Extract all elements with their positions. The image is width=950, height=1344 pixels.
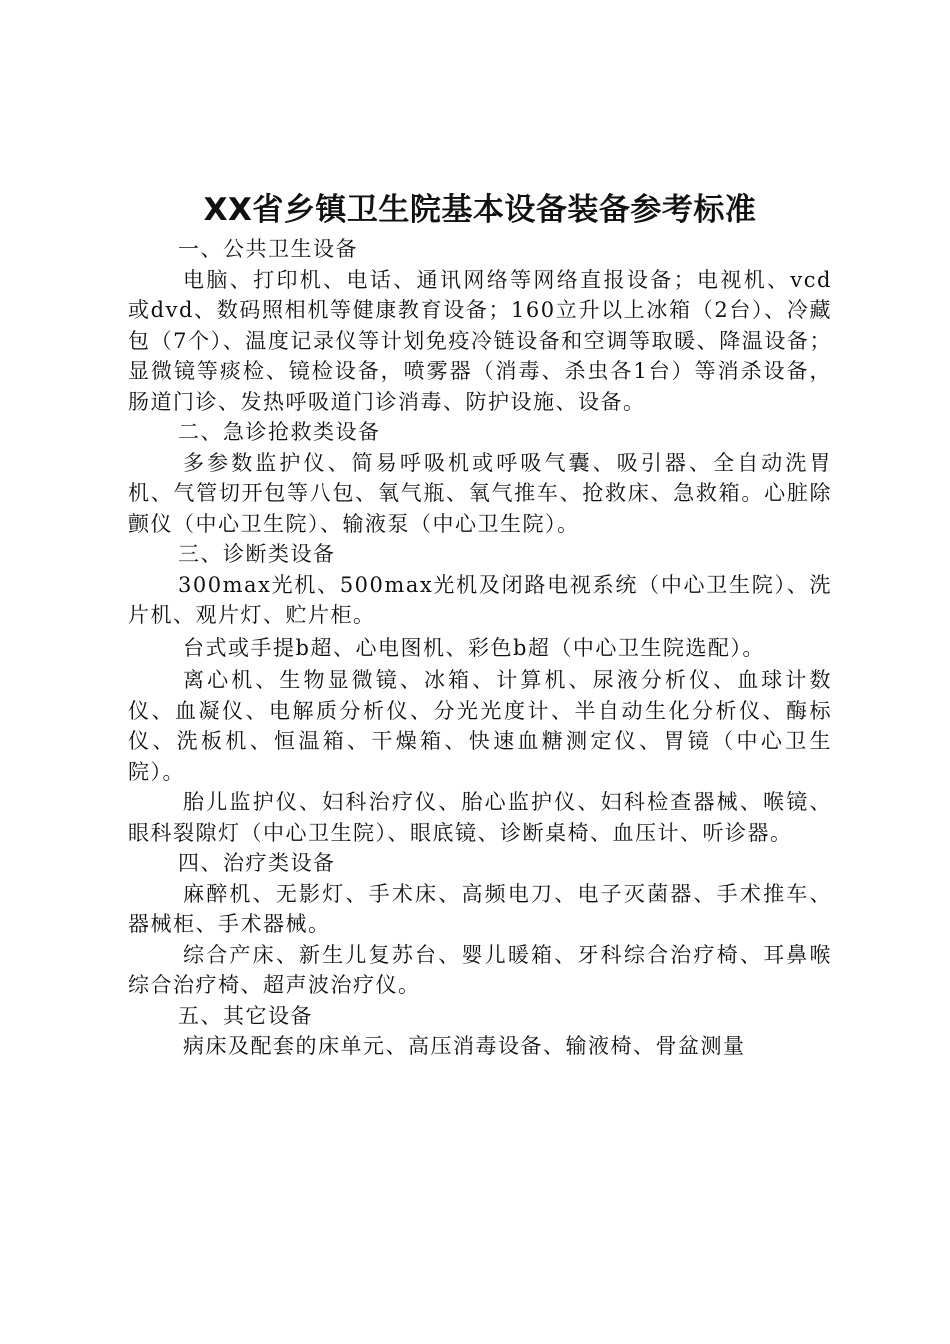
section-heading-public-health: 一、公共卫生设备 (178, 237, 358, 261)
paragraph-diagnosis-lab: 离心机、生物显微镜、冰箱、计算机、尿液分析仪、血球计数仪、血凝仪、电解质分析仪、分光光度计、半自动生化分析仪、酶标仪、洗板机、恒温箱、干燥箱、快速血糖测定仪、胃镜（中心卫生院）。 (128, 668, 832, 784)
section-heading-other: 五、其它设备 (178, 1003, 313, 1028)
document-body (128, 190, 832, 1062)
paragraph-treatment-specialty: 综合产床、新生儿复苏台、婴儿暖箱、牙科综合治疗椅、耳鼻喉综合治疗椅、超声波治疗仪。 (128, 942, 832, 997)
section-heading-diagnosis: 三、诊断类设备 (178, 542, 336, 566)
paragraph-emergency-equipment: 多参数监护仪、简易呼吸机或呼吸气囊、吸引器、全自动洗胃机、气管切开包等八包、氧气瓶、氧气推车、抢救床、急救箱。心脏除颤仪（中心卫生院）、输液泵（中心卫生院）。 (128, 450, 832, 536)
paragraph-diagnosis-obstetric: 胎儿监护仪、妇科治疗仪、胎心监护仪、妇科检查器械、喉镜、眼科裂隙灯（中心卫生院）、眼底镜、诊断桌椅、血压计、听诊器。 (128, 790, 832, 845)
paragraph-public-health-equipment: 电脑、打印机、电话、通讯网络等网络直报设备；电视机、vcd或dvd、数码照相机等健康教育设备；160立升以上冰箱（2台）、冷藏包（7个）、温度记录仪等计划免疫冷链设备和空调等取暖、降温设备；显微镜等痰检、镜检设备，喷雾器（消毒、杀虫各1台）等消杀设备，肠道门诊、发热呼吸道门诊消毒、防护设施、设备。 (128, 267, 832, 414)
paragraph-other-equipment: 病床及配套的床单元、高压消毒设备、输液椅、骨盆测量 (183, 1034, 746, 1058)
section-heading-treatment: 四、治疗类设备 (178, 851, 336, 875)
document-title: XX省乡镇卫生院基本设备装备参考标准 (203, 192, 757, 228)
paragraph-diagnosis-xray: 300max光机、500max光机及闭路电视系统（中心卫生院）、洗片机、观片灯、贮片柜。 (128, 572, 832, 627)
section-heading-emergency: 二、急诊抢救类设备 (178, 420, 381, 444)
paragraph-treatment-surgery: 麻醉机、无影灯、手术床、高频电刀、电子灭菌器、手术推车、器械柜、手术器械。 (128, 881, 832, 936)
paragraph-diagnosis-ultrasound: 台式或手提b超、心电图机、彩色b超（中心卫生院选配）。 (183, 635, 765, 660)
